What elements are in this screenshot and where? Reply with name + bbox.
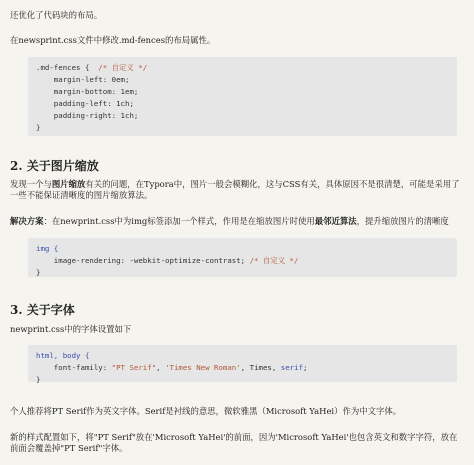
code-string: 'Times New Roman' [165, 363, 241, 372]
code-text: img { [36, 244, 59, 253]
code-line [36, 255, 449, 267]
image-scaling-paragraph [10, 179, 464, 202]
code-text: font-family: [36, 363, 112, 372]
fences-paragraph: 在newsprint.css文件中修改.md-fences的布局属性。 [10, 35, 216, 45]
code-line: margin-bottom: 1em; [36, 87, 139, 96]
code-text: html, body { [36, 351, 90, 360]
code-line: } [36, 123, 41, 132]
bold-run: 最邻近算法 [314, 216, 357, 226]
code-block-font-family [28, 345, 457, 382]
code-string: "PT Serif" [111, 363, 157, 372]
code-text: image-rendering: -webkit-optimize-contrast; [36, 256, 250, 265]
font-recommendation-paragraph: 个人推荐将PT Serif作为英文字体。Serif是衬线的意思，微软雅黑（Microsoft YaHei）作为中文字体。 [10, 406, 402, 416]
code-line: margin-left: 0em; [36, 75, 130, 84]
bold-run: 解决方案 [10, 216, 44, 226]
code-line [36, 362, 449, 374]
code-comment: /* 自定义 */ [98, 63, 148, 72]
text-run: 有关的问题，在Typora中，图片一般会模糊化，这与CSS有关，具体原因不是很清楚，可能是采用了一些不能保证清晰度的图片缩放算法。 [10, 179, 460, 201]
code-line: padding-left: 1ch; [36, 99, 134, 108]
text-run: ，提升缩放图片的清晰度 [356, 216, 449, 226]
new-style-paragraph: 新的样式配置如下，将"PT Serif"放在'Microsoft YaHei'的前面，因为'Microsoft YaHei'也包含英文和数字字符，放在前面会覆盖掉"PT Serif"字体。 [10, 432, 458, 454]
code-block-fences [28, 57, 457, 136]
code-text: , Times, [240, 363, 281, 372]
bold-run: 图片缩放 [51, 179, 86, 189]
text-run: ：在newprint.css中为img标签添加一个样式，作用是在缩放图片时使用 [43, 216, 315, 226]
code-line [36, 243, 449, 255]
code-line: } [36, 375, 41, 384]
code-line: } [36, 268, 41, 277]
code-comment: /* 自定义 */ [249, 256, 299, 265]
code-block-img [28, 238, 457, 277]
intro-paragraph: 还优化了代码块的布局。 [10, 10, 103, 20]
code-line [36, 62, 449, 74]
code-text: ; [303, 363, 308, 372]
text-run: 发现一个与 [10, 179, 52, 189]
solution-paragraph [10, 216, 464, 227]
section-heading-image-scaling: 2. 关于图片缩放 [10, 159, 99, 173]
code-line: padding-right: 1ch; [36, 111, 139, 120]
font-settings-paragraph: newprint.css中的字体设置如下 [10, 324, 132, 334]
section-heading-fonts: 3. 关于字体 [10, 303, 75, 317]
code-keyword: serif [280, 363, 304, 372]
code-line [36, 350, 449, 362]
code-text: .md-fences { [36, 63, 99, 72]
code-text: , [156, 363, 166, 372]
